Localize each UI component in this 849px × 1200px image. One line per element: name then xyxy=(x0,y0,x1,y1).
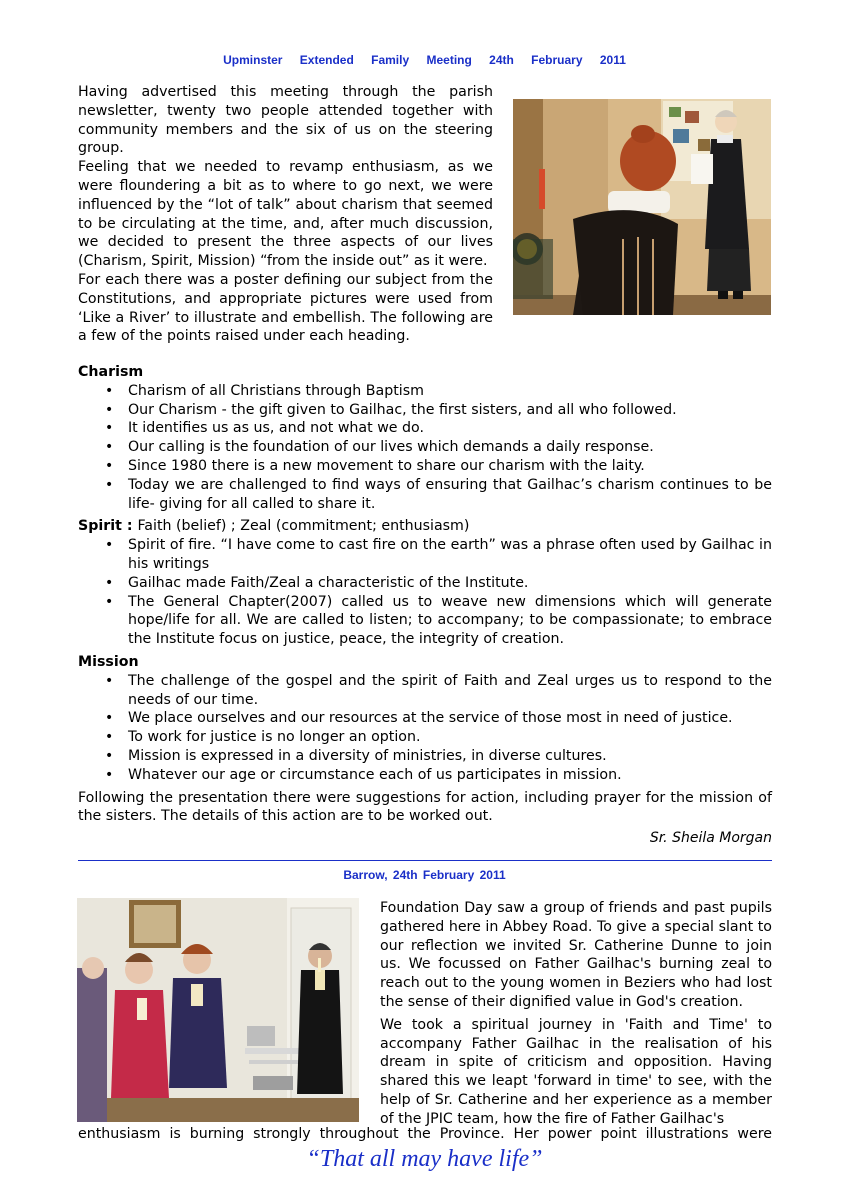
list-item: • Our Charism - the gift given to Gailhac, the first sisters, and all who followed. xyxy=(128,401,772,420)
barrow-text xyxy=(380,899,772,1133)
closing-paragraph: Following the presentation there were suggestions for action, including prayer for the mission of the sisters. The details of this action are to be worked out. xyxy=(78,789,772,825)
intro-text xyxy=(78,83,493,346)
spirit-heading-line xyxy=(78,517,772,536)
spirit-subheading: Faith (belief) ; Zeal (commitment; enthusiasm) xyxy=(137,518,470,535)
list-item: • Our calling is the foundation of our lives which demands a daily response. xyxy=(128,438,772,457)
list-item: • The General Chapter(2007) called us to weave new dimensions which will generate hope/life for all. We are called to listen; to accompany; to be compassionate; to embrace the Institute focus on justice, peace, the integrity of creation. xyxy=(128,593,772,649)
page-header-upminster: Upminster Extended Family Meeting 24th February 2011 xyxy=(223,53,626,67)
mission-list xyxy=(78,672,772,785)
list-item: • Spirit of fire. “I have come to cast fire on the earth” was a phrase often used by Gailhac in his writings xyxy=(128,536,772,574)
intro-paragraph: Having advertised this meeting through the parish newsletter, twenty two people attended together with community members and the six of us on the steering group. xyxy=(78,84,493,157)
list-item: • Gailhac made Faith/Zeal a characteristic of the Institute. xyxy=(128,574,772,593)
list-item: • It identifies us as us, and not what we do. xyxy=(128,419,772,438)
spirit-heading: Spirit : xyxy=(78,518,133,535)
list-item: • Mission is expressed in a diversity of ministries, in diverse cultures. xyxy=(128,747,772,766)
footer-motto: “That all may have life” xyxy=(306,1146,543,1172)
list-item: • Today we are challenged to find ways of ensuring that Gailhac’s charism continues to be life- giving for all called to share it. xyxy=(128,476,772,514)
main-body xyxy=(78,363,772,846)
spirit-list xyxy=(78,536,772,649)
list-item: • To work for justice is no longer an option. xyxy=(128,728,772,747)
page-header-barrow: Barrow, 24th February 2011 xyxy=(343,868,506,882)
barrow-photo xyxy=(77,898,359,1122)
charism-list xyxy=(78,382,772,514)
list-item: • We place ourselves and our resources at the service of those most in need of justice. xyxy=(128,709,772,728)
barrow-paragraph: Foundation Day saw a group of friends and past pupils gathered here in Abbey Road. To give a special slant to our reflection we invited Sr. Catherine Dunne to join us. We focussed on Father Gailhac's burning zeal to reach out to the young women in Beziers who had lost the sense of their dignified value in God's creation. xyxy=(380,900,772,1010)
section-divider xyxy=(78,860,772,861)
list-item: • Since 1980 there is a new movement to share our charism with the laity. xyxy=(128,457,772,476)
list-item: • Charism of all Christians through Baptism xyxy=(128,382,772,401)
intro-paragraph: Feeling that we needed to revamp enthusiasm, as we were floundering a bit as to where to go next, we were influenced by the “lot of talk” about charism that seemed to be circulating at the time, and, after much discussion, we decided to present the three aspects of our lives (Charism, Spirit, Mission) “from the inside out” as it were. xyxy=(78,159,493,270)
barrow-paragraph: We took a spiritual journey in 'Faith and Time' to accompany Father Gailhac in the realisation of his dream in spite of criticism and opposition. Having shared this we leapt 'forward in time' to see, with the help of Sr. Catherine and her experience as a member of the JPIC team, how the fire of Father Gailhac's xyxy=(380,1016,772,1127)
mission-heading: Mission xyxy=(78,653,139,670)
intro-paragraph: For each there was a poster defining our subject from the Constitutions, and appropriate pictures were used from ‘Like a River’ to illustrate and embellish. The following are a few of the points raised under each heading. xyxy=(78,271,493,345)
list-item: • Whatever our age or circumstance each of us participates in mission. xyxy=(128,766,772,785)
list-item: • The challenge of the gospel and the spirit of Faith and Zeal urges us to respond to the needs of our time. xyxy=(128,672,772,710)
meeting-photo xyxy=(513,99,771,315)
charism-heading: Charism xyxy=(78,364,144,380)
barrow-continuation: enthusiasm is burning strongly throughout the Province. Her power point illustrations were xyxy=(78,1126,772,1142)
signature: Sr. Sheila Morgan xyxy=(649,830,772,847)
